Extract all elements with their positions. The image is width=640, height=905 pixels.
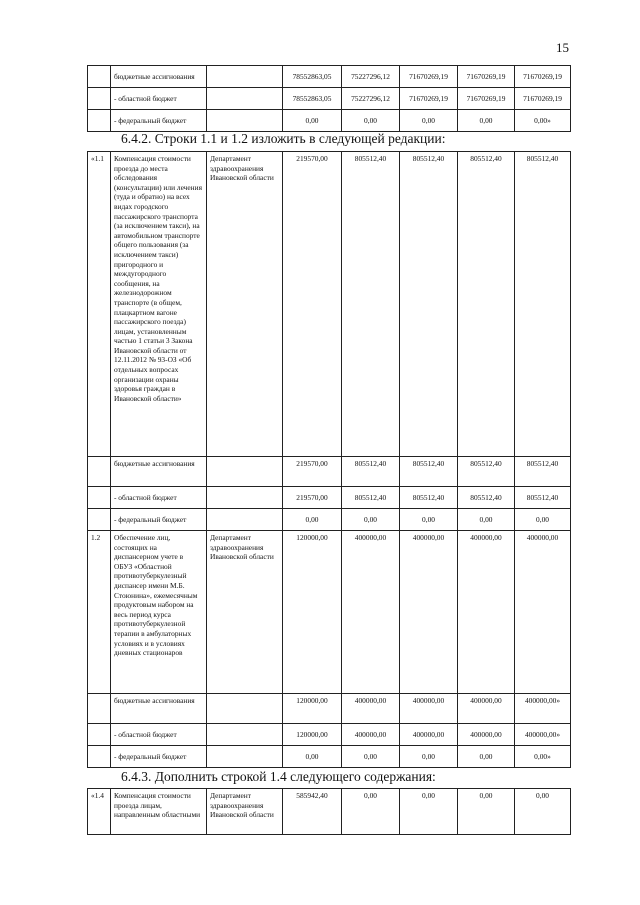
amount-cell: 71670269,19 [400, 66, 458, 88]
executor-cell: Департамент здравоохранения Ивановской области [207, 152, 283, 457]
row-label: - областной бюджет [111, 487, 207, 509]
executor-cell [207, 487, 283, 509]
amount-cell: 0,00 [342, 746, 400, 768]
amount-cell: 0,00» [515, 746, 571, 768]
executor-cell: Департамент здравоохранения Ивановской области [207, 789, 283, 835]
table-row [88, 487, 571, 509]
row-label: - областной бюджет [111, 88, 207, 110]
amount-cell: 0,00 [515, 789, 571, 835]
amount-cell: 400000,00 [458, 724, 515, 746]
executor-cell [207, 88, 283, 110]
row-label: бюджетные ассигнования [111, 694, 207, 724]
amount-cell: 0,00 [400, 509, 458, 531]
amount-cell: 71670269,19 [458, 66, 515, 88]
row-num-cell [88, 487, 111, 509]
amount-cell: 71670269,19 [515, 66, 571, 88]
table-row [88, 88, 571, 110]
row-num-cell [88, 66, 111, 88]
executor-cell [207, 110, 283, 132]
amount-cell: 0,00 [458, 509, 515, 531]
table-row [88, 531, 571, 694]
amount-cell: 0,00 [458, 789, 515, 835]
row-label: - федеральный бюджет [111, 110, 207, 132]
amount-cell: 400000,00 [400, 694, 458, 724]
table-row [88, 509, 571, 531]
table-row [88, 152, 571, 457]
budget-table-top [87, 65, 571, 132]
amount-cell: 0,00 [458, 110, 515, 132]
amount-cell: 805512,40 [458, 457, 515, 487]
measure-name: Компенсация стоимости проезда до места обследования (консультации) или лечения (туда и обратно) на всех видах городского пассажирского транспорта (за исключением такси), на автомобильном транспорте общего пользования (за исключением такси) пригородного и междугородного сообщения, на железнодорожном транспорте (в общем, плацкартном вагоне пассажирского поезда) лицам, установленным частью 1 статьи 3 Закона Ивановской области от 12.11.2012 № 93-ОЗ «Об отдельных вопросах организации охраны здоровья граждан в Ивановской области» [111, 152, 207, 457]
budget-table-main [87, 151, 571, 768]
amount-cell: 805512,40 [515, 487, 571, 509]
row-num-cell: «1.4 [88, 789, 111, 835]
amount-cell: 0,00 [283, 746, 342, 768]
amount-cell: 120000,00 [283, 694, 342, 724]
amount-cell: 0,00 [400, 110, 458, 132]
amount-cell: 805512,40 [342, 457, 400, 487]
table-row [88, 110, 571, 132]
amount-cell: 0,00 [342, 509, 400, 531]
amount-cell: 0,00 [283, 110, 342, 132]
executor-cell [207, 509, 283, 531]
table-row [88, 789, 571, 835]
amount-cell: 0,00 [458, 746, 515, 768]
row-num-cell: «1.1 [88, 152, 111, 457]
row-num-cell [88, 509, 111, 531]
amount-cell: 805512,40 [342, 487, 400, 509]
measure-name: Обеспечение лиц, состоящих на диспансерном учете в ОБУЗ «Областной противотуберкулезный диспансер имени М.Б. Стоюнина», ежемесячным продуктовым набором на весь период курса противотуберкулезной терапии в амбулаторных условиях и в условиях дневных стационаров [111, 531, 207, 694]
section-heading-6-4-3: 6.4.3. Дополнить строкой 1.4 следующего содержания: [121, 769, 436, 784]
table-row [88, 694, 571, 724]
executor-cell [207, 694, 283, 724]
amount-cell: 120000,00 [283, 724, 342, 746]
amount-cell: 805512,40 [458, 487, 515, 509]
amount-cell: 400000,00 [400, 724, 458, 746]
amount-cell: 805512,40 [400, 457, 458, 487]
amount-cell: 400000,00 [515, 531, 571, 694]
row-label: бюджетные ассигнования [111, 66, 207, 88]
amount-cell: 78552863,05 [283, 88, 342, 110]
amount-cell: 805512,40 [515, 152, 571, 457]
amount-cell: 75227296,12 [342, 66, 400, 88]
amount-cell: 219570,00 [283, 487, 342, 509]
row-num-cell: 1.2 [88, 531, 111, 694]
amount-cell: 805512,40 [400, 487, 458, 509]
amount-cell: 219570,00 [283, 152, 342, 457]
amount-cell: 0,00 [283, 509, 342, 531]
amount-cell: 400000,00 [400, 531, 458, 694]
executor-cell: Департамент здравоохранения Ивановской области [207, 531, 283, 694]
section-heading-6-4-2: 6.4.2. Строки 1.1 и 1.2 изложить в следующей редакции: [121, 131, 446, 146]
measure-name: Компенсация стоимости проезда лицам, направленным областными [111, 789, 207, 835]
page-number: 15 [556, 40, 569, 55]
table-row [88, 724, 571, 746]
executor-cell [207, 66, 283, 88]
amount-cell: 585942,40 [283, 789, 342, 835]
amount-cell: 75227296,12 [342, 88, 400, 110]
row-num-cell [88, 457, 111, 487]
table-row [88, 746, 571, 768]
amount-cell: 400000,00 [342, 694, 400, 724]
amount-cell: 805512,40 [458, 152, 515, 457]
amount-cell: 0,00 [400, 789, 458, 835]
amount-cell: 0,00» [515, 110, 571, 132]
amount-cell: 78552863,05 [283, 66, 342, 88]
row-label: - федеральный бюджет [111, 746, 207, 768]
amount-cell: 805512,40 [515, 457, 571, 487]
amount-cell: 0,00 [342, 110, 400, 132]
row-num-cell [88, 110, 111, 132]
amount-cell: 120000,00 [283, 531, 342, 694]
row-num-cell [88, 746, 111, 768]
amount-cell: 400000,00 [342, 531, 400, 694]
amount-cell: 71670269,19 [515, 88, 571, 110]
budget-table-bottom [87, 788, 571, 835]
row-num-cell [88, 724, 111, 746]
executor-cell [207, 724, 283, 746]
amount-cell: 805512,40 [400, 152, 458, 457]
amount-cell: 400000,00 [458, 531, 515, 694]
row-label: - областной бюджет [111, 724, 207, 746]
amount-cell: 0,00 [515, 509, 571, 531]
amount-cell: 0,00 [400, 746, 458, 768]
amount-cell: 400000,00» [515, 694, 571, 724]
amount-cell: 0,00 [342, 789, 400, 835]
row-label: - федеральный бюджет [111, 509, 207, 531]
amount-cell: 71670269,19 [400, 88, 458, 110]
row-label: бюджетные ассигнования [111, 457, 207, 487]
amount-cell: 400000,00 [342, 724, 400, 746]
amount-cell: 400000,00 [458, 694, 515, 724]
amount-cell: 400000,00» [515, 724, 571, 746]
table-row [88, 457, 571, 487]
amount-cell: 805512,40 [342, 152, 400, 457]
executor-cell [207, 746, 283, 768]
table-row [88, 66, 571, 88]
amount-cell: 71670269,19 [458, 88, 515, 110]
row-num-cell [88, 88, 111, 110]
amount-cell: 219570,00 [283, 457, 342, 487]
executor-cell [207, 457, 283, 487]
row-num-cell [88, 694, 111, 724]
